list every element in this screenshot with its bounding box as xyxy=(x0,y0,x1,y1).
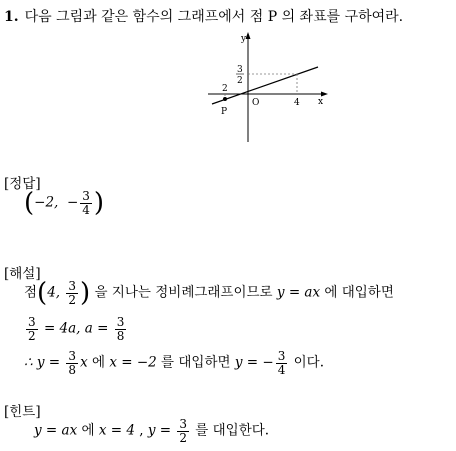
explanation-line-2: $\frac{3}{2}$ = 4a, a = $\frac{3}{8}$ xyxy=(28,315,125,343)
answer-header: [정답] xyxy=(4,176,41,192)
question-text: 다음 그림과 같은 함수의 그래프에서 점 P 의 좌표를 구하여라. xyxy=(24,9,404,25)
answer-value: (−2, − $\frac{3}{4}$ ) xyxy=(24,188,105,219)
point-p-label: P xyxy=(221,107,228,117)
origin-label: O xyxy=(252,98,260,108)
y-tick-numerator: 3 xyxy=(237,65,243,75)
answer-fraction: $\frac{3}{4}$ xyxy=(82,189,90,217)
y-axis-label: y xyxy=(241,34,247,44)
explanation-header: [해설] xyxy=(4,266,41,282)
answer-x: −2, xyxy=(34,194,59,211)
neg-tick-label: 2 xyxy=(222,84,228,94)
hint-header: [힌트] xyxy=(4,404,41,420)
question-number: 1. xyxy=(4,9,19,25)
y-tick-denominator: 2 xyxy=(237,76,243,86)
explanation-line-1: 점(4, $\frac{3}{2}$ ) 을 지나는 정비례그래프이므로 y = ax 에 대입하면 xyxy=(24,278,394,309)
question-line xyxy=(4,6,403,26)
function-graph xyxy=(200,30,330,145)
explanation-line-3: ∴ y = $\frac{3}{8}$ x 에 x = −2 를 대입하면 y = − $\frac{3}{4}$ 이다. xyxy=(24,349,324,377)
answer-neg: − xyxy=(66,194,79,211)
x-axis-label: x xyxy=(318,97,324,107)
hint-line: y = ax 에 x = 4 , y = $\frac{3}{2}$ 를 대입한다. xyxy=(34,417,270,445)
x-tick-label: 4 xyxy=(294,98,300,108)
